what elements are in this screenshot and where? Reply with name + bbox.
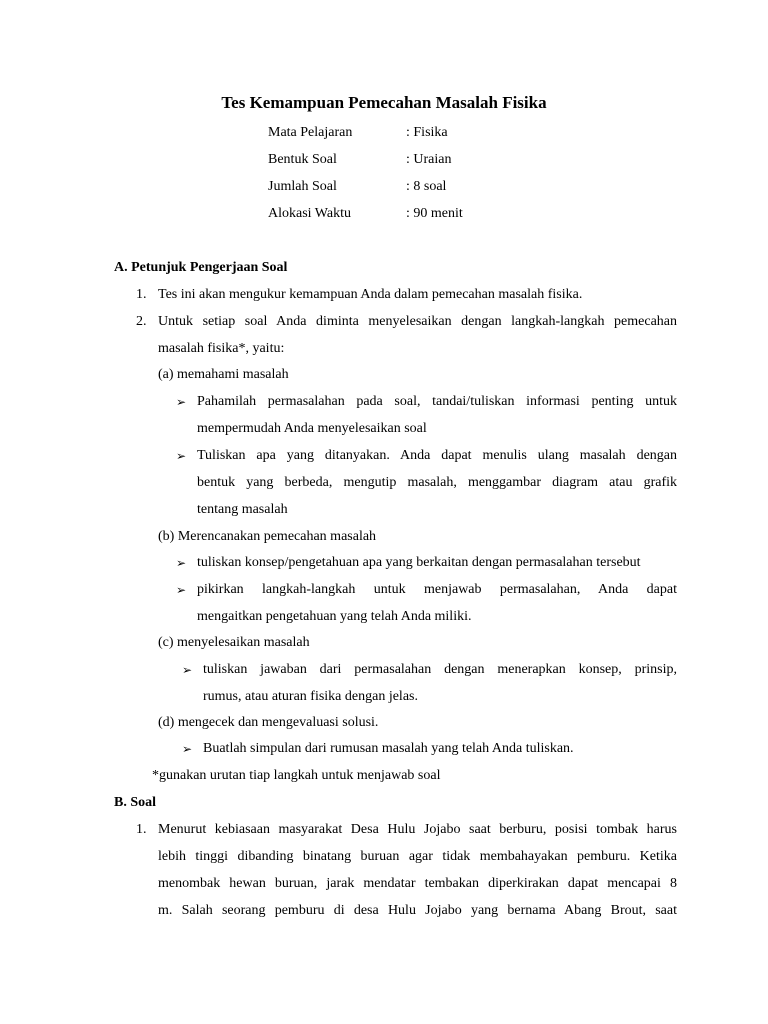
arrow-bullet-icon: ➢ — [176, 583, 187, 597]
step-b-label: (b) Merencanakan pemecahan masalah — [158, 529, 377, 544]
list-number: 1. — [136, 287, 147, 302]
step-c-bullet-1-line: tuliskan jawaban dari permasalahan dengan menerapkan konsep, prinsip, — [203, 662, 677, 677]
step-b-bullet-2-line: pikirkan langkah-langkah untuk menjawab permasalahan, Anda dapat — [197, 582, 677, 597]
step-a-label: (a) memahami masalah — [158, 367, 289, 382]
page-title: Tes Kemampuan Pemecahan Masalah Fisika — [221, 93, 547, 112]
question-1-line: lebih tinggi dibanding binatang buruan agar tidak membahayakan pemburu. Ketika — [158, 849, 677, 864]
info-label-count: Jumlah Soal — [268, 179, 337, 194]
info-value-subject: : Fisika — [406, 125, 448, 140]
step-d-label: (d) mengecek dan mengevaluasi solusi. — [158, 715, 379, 730]
section-b-heading: B. Soal — [114, 795, 157, 810]
info-label-subject: Mata Pelajaran — [268, 125, 353, 140]
instruction-2-line: masalah fisika*, yaitu: — [158, 341, 285, 356]
step-c-label: (c) menyelesaikan masalah — [158, 635, 310, 650]
instruction-1: Tes ini akan mengukur kemampuan Anda dalam pemecahan masalah fisika. — [158, 287, 583, 302]
list-number: 2. — [136, 314, 147, 329]
arrow-bullet-icon: ➢ — [176, 395, 187, 409]
step-b-bullet-1: tuliskan konsep/pengetahuan apa yang berkaitan dengan permasalahan tersebut — [197, 555, 641, 570]
arrow-bullet-icon: ➢ — [182, 663, 193, 677]
step-a-bullet-2-line: Tuliskan apa yang ditanyakan. Anda dapat menulis ulang masalah dengan — [197, 448, 677, 463]
step-a-bullet-2-line: bentuk yang berbeda, mengutip masalah, menggambar diagram atau grafik — [197, 475, 677, 490]
list-number: 1. — [136, 822, 147, 837]
info-value-time: : 90 menit — [406, 206, 463, 221]
step-a-bullet-1-line: Pahamilah permasalahan pada soal, tandai/tuliskan informasi penting untuk — [197, 394, 677, 409]
arrow-bullet-icon: ➢ — [176, 449, 187, 463]
question-1-line: m. Salah seorang pemburu di desa Hulu Jojabo yang bernama Abang Brout, saat — [158, 903, 677, 918]
step-a-bullet-2-line: tentang masalah — [197, 502, 288, 517]
arrow-bullet-icon: ➢ — [182, 742, 193, 756]
info-label-form: Bentuk Soal — [268, 152, 337, 167]
section-a-heading: A. Petunjuk Pengerjaan Soal — [114, 260, 288, 275]
footnote: *gunakan urutan tiap langkah untuk menjawab soal — [152, 768, 441, 783]
info-value-count: : 8 soal — [406, 179, 447, 194]
step-a-bullet-1-line: mempermudah Anda menyelesaikan soal — [197, 421, 427, 436]
info-value-form: : Uraian — [406, 152, 452, 167]
step-b-bullet-2-line: mengaitkan pengetahuan yang telah Anda miliki. — [197, 609, 472, 624]
step-c-bullet-1-line: rumus, atau aturan fisika dengan jelas. — [203, 689, 418, 704]
info-label-time: Alokasi Waktu — [268, 206, 351, 221]
arrow-bullet-icon: ➢ — [176, 556, 187, 570]
step-d-bullet-1: Buatlah simpulan dari rumusan masalah yang telah Anda tuliskan. — [203, 741, 574, 756]
instruction-2-line: Untuk setiap soal Anda diminta menyelesaikan dengan langkah-langkah pemecahan — [158, 314, 677, 329]
question-1-line: menombak hewan buruan, jarak mendatar tembakan diperkirakan dapat mencapai 8 — [158, 876, 677, 891]
question-1-line: Menurut kebiasaan masyarakat Desa Hulu Jojabo saat berburu, posisi tombak harus — [158, 822, 677, 837]
